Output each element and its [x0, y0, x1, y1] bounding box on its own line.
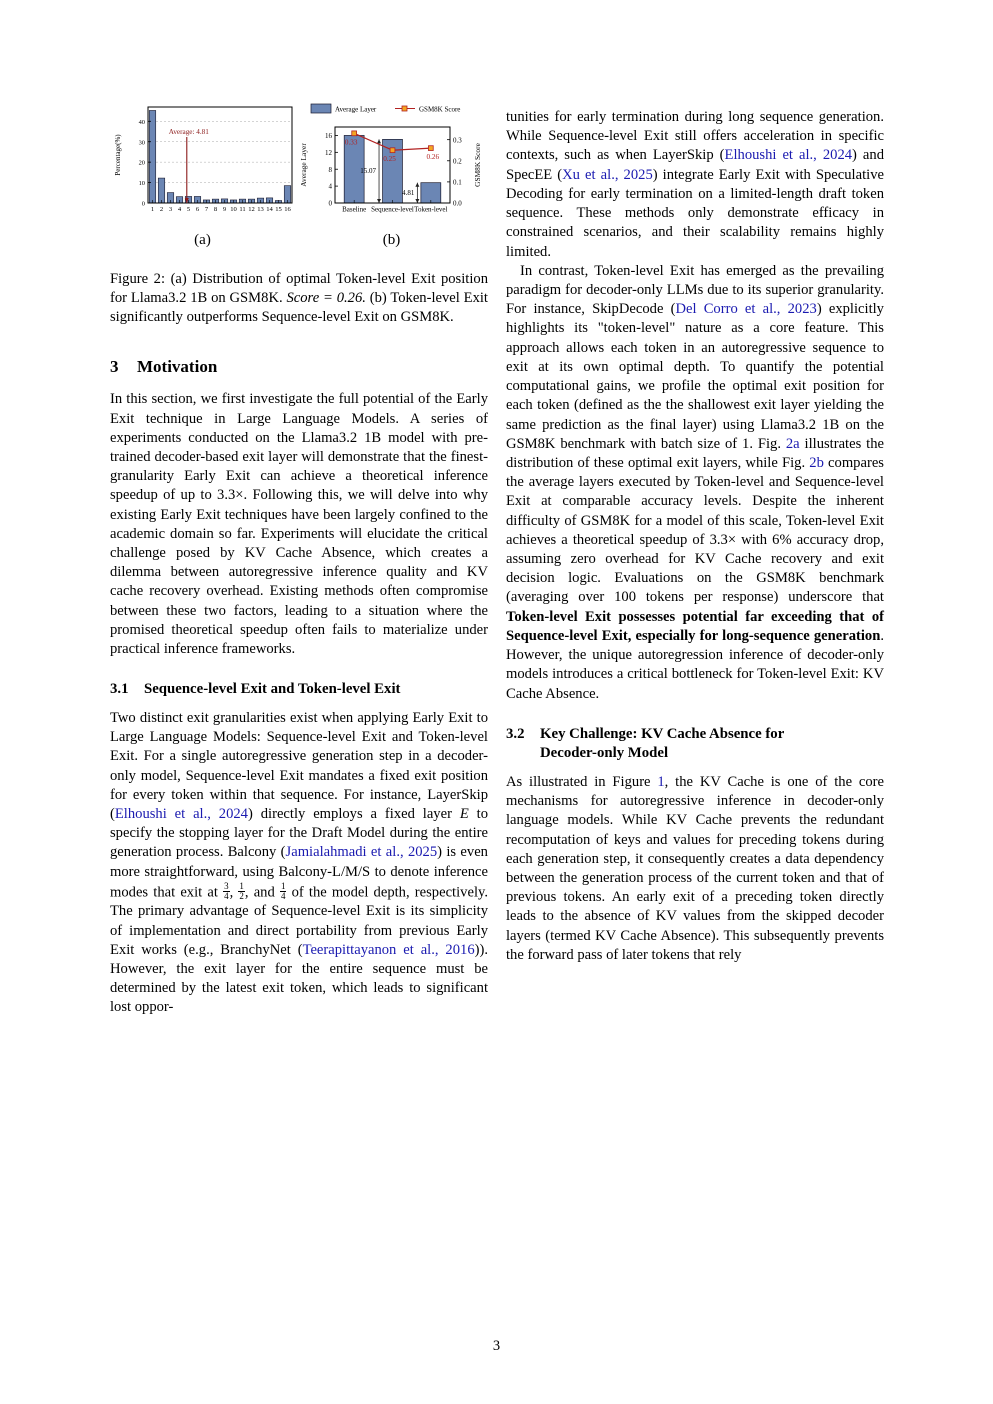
svg-text:0.3: 0.3 — [453, 136, 462, 145]
caption-score-math: Score = 0.26. — [286, 289, 366, 306]
subsection-number-3-2: 3.2 — [506, 725, 525, 742]
fraction-one-quarter: $\frac{1}{4}$ — [280, 880, 286, 902]
svg-text:10: 10 — [138, 180, 145, 188]
svg-text:0: 0 — [328, 199, 332, 208]
para4-text-d: compares the average layers executed by Token-level and Sequence-level Exit at comparable accuracy levels. Despite the inherent difficulty of GSM8K for a model of this scale, Token-level Exit achieves a theoretical speedup of — [506, 454, 884, 548]
two-column-body — [110, 105, 885, 1338]
right-column — [506, 108, 884, 1338]
svg-text:15: 15 — [275, 206, 282, 214]
page-number: 3 — [492, 1338, 501, 1354]
subsection-heading-3-1 — [110, 680, 488, 700]
svg-text:0.26: 0.26 — [426, 153, 440, 162]
paragraph-token-level-paradigm — [506, 262, 884, 704]
para5-text-a: As illustrated in Figure — [506, 773, 658, 790]
svg-text:10: 10 — [230, 206, 237, 214]
para4-text-c: illustrates the distribution of these optimal exit layers, while Fig. — [506, 435, 884, 471]
para1-text-a: In this section, we first investigate the full potential of the Early Exit technique in Large Language Models. A series of experiments conducted on the Llama3.2 1B model with pre-trained decoder-based exit layer will demonstrate that the finest-granularity Early Exit can achieve a theoretical inference speedup of up to — [110, 391, 488, 504]
para1-speedup-value: 3.3× — [217, 487, 244, 504]
citation-teerapittayanon-2016[interactable]: Teerapittayanon et al., 2016 — [302, 941, 475, 958]
para4-text-e: with 6% accuracy drop, assuming zero overhead for KV Cache recovery and exit decision logic. Evaluations on the GSM8K benchmark (averaging over 100 tokens per response) underscore that — [506, 531, 884, 606]
subsection-number-3-1: 3.1 — [110, 681, 129, 698]
svg-text:4: 4 — [328, 182, 332, 191]
svg-text:Baseline: Baseline — [342, 205, 367, 214]
svg-text:4: 4 — [177, 206, 182, 214]
svg-text:Percentage(%): Percentage(%) — [114, 134, 122, 176]
figure-2a-sublabel: (a) — [194, 232, 211, 248]
svg-text:1: 1 — [150, 206, 155, 214]
figure-ref-1[interactable]: 1 — [657, 773, 665, 790]
svg-text:Average: 4.81: Average: 4.81 — [168, 128, 209, 136]
svg-text:30: 30 — [138, 139, 145, 147]
subsection-title-3-1: Sequence-level Exit and Token-level Exit — [144, 681, 401, 698]
figure-ref-2a[interactable]: 2a — [785, 435, 800, 452]
svg-text:9: 9 — [222, 206, 227, 214]
svg-text:12: 12 — [325, 148, 332, 157]
svg-text:13: 13 — [257, 206, 264, 214]
svg-text:8: 8 — [328, 165, 332, 174]
svg-text:0.2: 0.2 — [453, 157, 462, 166]
para3-text-c: ) integrate Early Exit with Speculative Decoding for early termination on a limited-length draft token sequence. These methods only demonstrate efficacy in constrained scenarios, and their scalability remains highly limited. — [506, 166, 884, 260]
svg-text:GSM8K Score: GSM8K Score — [473, 143, 482, 187]
citation-elhoushi-2024[interactable]: Elhoushi et al., 2024 — [114, 805, 248, 822]
para2-text-d: ) is even more straightforward, using Balcony-L/M/S to denote inference modes that exit at — [110, 844, 488, 901]
section-heading-3 — [110, 357, 488, 377]
citation-delcorro-2023[interactable]: Del Corro et al., 2023 — [675, 301, 817, 318]
svg-text:11: 11 — [239, 206, 246, 214]
para2-text-c: to specify the stopping layer for the Draft Model during the entire generation process. Balcony ( — [110, 805, 489, 861]
para3-text-a: tunities for early termination during long sequence generation. While Sequence-level Exit still offers acceleration in specific contexts, such as when LayerSkip ( — [506, 109, 884, 164]
figure-2b-sublabel: (b) — [382, 232, 401, 248]
para2-symbol-E: E — [459, 805, 469, 822]
para4-bold-claim: Token-level Exit possesses potential far exceeding that of Sequence-level Exit, especially for long-sequence generation — [506, 608, 884, 644]
paragraph-exit-granularities — [110, 709, 488, 1018]
para4-speedup-value: 3.3× — [709, 531, 737, 548]
svg-text:4.81: 4.81 — [402, 188, 415, 197]
figure-2 — [110, 105, 488, 327]
figure-2-charts — [110, 105, 488, 248]
subsection-title-3-2 — [540, 725, 870, 764]
paragraph-sequence-limits — [506, 108, 884, 262]
svg-text:0.25: 0.25 — [383, 155, 396, 164]
svg-text:Average Layer: Average Layer — [299, 143, 308, 187]
svg-text:3: 3 — [168, 206, 173, 214]
caption-text-2: (b) Token-level Exit significantly outperforms Sequence-level Exit on GSM8K. — [110, 289, 488, 325]
svg-text:8: 8 — [213, 206, 218, 214]
svg-text:0.0: 0.0 — [453, 199, 462, 208]
chart-fig2b — [295, 99, 488, 248]
left-column — [110, 105, 489, 1338]
subsection-title-3-2-line1: Key Challenge: KV Cache Absence for — [540, 725, 785, 742]
subsection-title-3-2-line2: Decoder-only Model — [540, 745, 669, 762]
bar-chart-distribution — [110, 99, 295, 227]
para1-text-b: . Following this, we will delve into why existing Early Exit techniques have been largely confined to the academic domain so far. Experiments will elucidate the critical challenge posed by KV Cache Absence, which creates a dilemma between autoregressive inference quality and KV cache recovery overhead. Existing methods often compromise between these two factors, leading to a situation where the promised theoretical speedup often fails to materialize under practical inference frameworks. — [110, 487, 488, 658]
para2-text-f: , and — [244, 884, 280, 901]
figure-2-caption — [110, 270, 488, 327]
para2-text-b: ) directly employs a fixed layer — [247, 805, 460, 822]
caption-label: Figure 2: — [110, 271, 166, 287]
fraction-one-half: $\frac{1}{2}$ — [239, 880, 244, 902]
svg-text:40: 40 — [138, 118, 145, 126]
para2-text-a: Two distinct exit granularities exist when applying Early Exit to Large Language Models: Sequence-level Exit and Token-level Exit. For a single autoregressive generation step in a decoder-only model, Sequence-level Exit mandates a fixed exit position for every token within that sequence. For instance, LayerSkip ( — [110, 709, 488, 822]
svg-text:GSM8K Score: GSM8K Score — [419, 105, 461, 114]
svg-text:16: 16 — [325, 132, 332, 141]
para5-text-b: , the KV Cache is one of the core mechanisms for autoregressive inference in decoder-only language models. While KV Cache prevents the redundant recomputation of keys and values for preceding tokens during each generation step, it consequently creates a data dependency between the generation process of the current token and that of previous tokens. An early exit of a preceding token directly leads to the absence of KV values from the skipped decoder layers (termed KV Cache Absence). This subsequently prevents the forward pass of later tokens that rely — [506, 773, 884, 963]
chart-fig2a — [110, 99, 295, 248]
para4-text-f: . However, the unique autoregression inference of decoder-only models introduces a critical bottleneck for Token-level Exit: KV Cache Absence. — [506, 627, 884, 702]
paragraph-kv-cache — [506, 773, 884, 965]
svg-text:7: 7 — [204, 206, 209, 214]
para2-text-h: )). However, the exit layer for the entire sequence must be determined by the latest exit token, which leads to significant lost oppor- — [110, 941, 488, 1016]
para3-text-b: ) and SpecEE ( — [506, 147, 884, 183]
paragraph-motivation-intro — [110, 390, 488, 659]
bar-line-chart-comparison — [295, 99, 488, 227]
svg-text:0.1: 0.1 — [453, 178, 462, 187]
svg-text:16: 16 — [284, 206, 291, 214]
fraction-three-quarters: $\frac{3}{4}$ — [224, 880, 229, 902]
citation-elhoushi-2024-right[interactable]: Elhoushi et al., 2024 — [724, 147, 853, 164]
para2-text-g: of the model depth, respectively. The primary advantage of Sequence-level Exit is its simplicity of implementation and direct portability from previous Early Exit works (e.g., BranchyNet ( — [110, 884, 488, 958]
figure-ref-2b[interactable]: 2b — [809, 454, 824, 471]
svg-text:0: 0 — [141, 200, 145, 208]
svg-text:2: 2 — [159, 206, 164, 214]
svg-text:Average Layer: Average Layer — [335, 105, 377, 114]
para4-text-b: ) explicitly highlights its "token-level" nature as a core feature. This approach allows each token in an autoregressive sequence to exit at its own optimal depth. To quantify the potential computational gains, we profile the optimal exit position for each token (defined as the the shallowest exit layer yielding the same prediction as the final layer) using Llama3.2 1B on the GSM8K benchmark with batch size of 1. Fig. — [506, 301, 884, 452]
citation-xu-2025[interactable]: Xu et al., 2025 — [562, 166, 653, 183]
svg-text:20: 20 — [138, 159, 145, 167]
svg-text:Token-level: Token-level — [414, 205, 448, 214]
svg-text:Sequence-level: Sequence-level — [371, 205, 414, 214]
subsection-heading-3-2 — [506, 725, 884, 764]
section-number-3: 3 — [110, 356, 119, 376]
svg-text:5: 5 — [186, 206, 191, 214]
section-title-3: Motivation — [137, 356, 218, 376]
caption-text-1: (a) Distribution of optimal Token-level Exit position for Llama3.2 1B on GSM8K. — [110, 271, 488, 306]
svg-text:15.07: 15.07 — [360, 167, 377, 176]
para4-text-a: In contrast, Token-level Exit has emerged as the prevailing paradigm for decoder-only LLMs due to its superior granularity. For instance, SkipDecode ( — [506, 262, 884, 318]
svg-text:6: 6 — [195, 206, 200, 214]
svg-text:0.33: 0.33 — [344, 138, 358, 147]
svg-text:12: 12 — [248, 206, 255, 214]
svg-text:14: 14 — [266, 206, 273, 214]
citation-jamialahmadi-2025[interactable]: Jamialahmadi et al., 2025 — [285, 844, 438, 861]
para2-text-e: , — [229, 884, 239, 901]
